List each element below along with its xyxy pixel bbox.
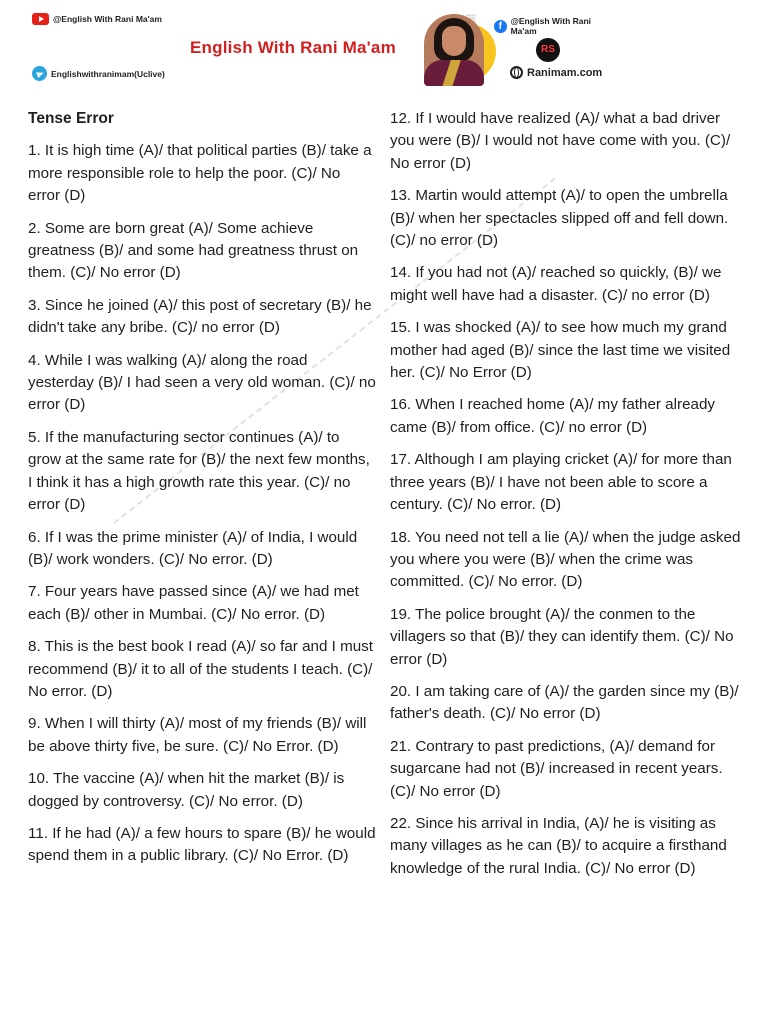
right-column (390, 108, 742, 890)
question-item: 10. The vaccine (A)/ when hit the market (B)/ is dogged by controversy. (C)/ No error. (D) (28, 770, 345, 810)
question-item: 22. Since his arrival in India, (A)/ he is visiting as many villages as he can (B)/ to acquire a firsthand knowledge of the rural India. (C)/ No error (D) (390, 814, 727, 877)
question-item: 4. While I was walking (A)/ along the road yesterday (B)/ I had seen a very old woman. (C)/ no error (D) (28, 351, 376, 414)
website-link[interactable] (510, 66, 602, 79)
telegram-handle[interactable] (32, 66, 165, 81)
question-item: 20. I am taking care of (A)/ the garden since my (B)/ father's death. (C)/ No error (D) (390, 682, 739, 723)
telegram-handle-text: Englishwithranimam(Uclive) (51, 68, 165, 79)
question-item: 11. If he had (A)/ a few hours to spare (B)/ he would spend them in a public library. (C)/ No Error. (D) (28, 824, 376, 865)
facebook-handle[interactable] (494, 16, 616, 36)
globe-icon (510, 66, 523, 79)
question-item: 8. This is the best book I read (A)/ so far and I must recommend (B)/ it to all of the students I teach. (C)/ No error. (D) (28, 638, 373, 700)
question-item: 18. You need not tell a lie (A)/ when the judge asked you where you were (B)/ when the crime was committed. (C)/ No error. (D) (390, 528, 741, 591)
question-item: 17. Although I am playing cricket (A)/ for more than three years (B)/ I have not been able to score a century. (C)/ No error. (D) (390, 451, 732, 514)
facebook-icon: f (494, 20, 507, 33)
question-item: 15. I was shocked (A)/ to see how much my grand mother had aged (B)/ since the last time we visited her. (C)/ No Error (D) (390, 319, 731, 382)
left-column (28, 108, 376, 878)
youtube-handle-text: @English With Rani Ma'am (53, 14, 162, 24)
telegram-icon (32, 66, 47, 81)
question-item: 13. Martin would attempt (A)/ to open the umbrella (B)/ when her spectacles slipped off and fell down. (C)/ no error (D) (390, 187, 729, 250)
youtube-handle[interactable] (32, 13, 162, 25)
question-item: 14. If you had not (A)/ reached so quickly, (B)/ we might well have had a disaster. (C)/ no error (D) (390, 264, 722, 304)
question-item: 5. If the manufacturing sector continues (A)/ to grow at the same rate for (B)/ the next few months, I think it has a high growth rate this year. (C)/ no error (D) (28, 428, 370, 514)
presenter-avatar (424, 14, 484, 86)
question-item: 7. Four years have passed since (A)/ we had met each (B)/ other in Mumbai. (C)/ No error. (D) (28, 583, 359, 623)
question-item: 19. The police brought (A)/ the conmen to the villagers so that (B)/ they can identify them. (C)/ No error (D) (390, 605, 734, 668)
question-item: 6. If I was the prime minister (A)/ of India, I would (B)/ work wonders. (C)/ No error. (D) (28, 528, 358, 568)
question-item: 3. Since he joined (A)/ this post of secretary (B)/ he didn't take any bribe. (C)/ no error (D) (28, 296, 372, 337)
facebook-handle-text: @English With Rani Ma'am (510, 16, 592, 36)
section-title: Tense Error (28, 110, 114, 127)
brand-logo: RS (536, 38, 560, 62)
website-text: Ranimam.com (527, 66, 603, 79)
question-item: 9. When I will thirty (A)/ most of my friends (B)/ will be above thirty five, be sure. (C)/ No Error. (D) (28, 715, 367, 755)
question-item: 16. When I reached home (A)/ my father already came (B)/ from office. (C)/ no error (D) (390, 396, 715, 436)
header-banner (26, 6, 616, 86)
brand-title: English With Rani Ma'am (190, 38, 396, 57)
question-item: 12. If I would have realized (A)/ what a bad driver you were (B)/ I would not have come with you. (C)/ No error (D) (390, 110, 731, 172)
youtube-icon (32, 13, 49, 25)
question-item: 1. It is high time (A)/ that political parties (B)/ take a more responsible role to help the poor. (C)/ No error (D) (28, 142, 372, 205)
question-item: 2. Some are born great (A)/ Some achieve greatness (B)/ and some had greatness thrust on them. (C)/ No error (D) (28, 219, 359, 282)
question-item: 21. Contrary to past predictions, (A)/ demand for sugarcane had not (B)/ increased in recent years. (C)/ No error (D) (390, 737, 723, 800)
